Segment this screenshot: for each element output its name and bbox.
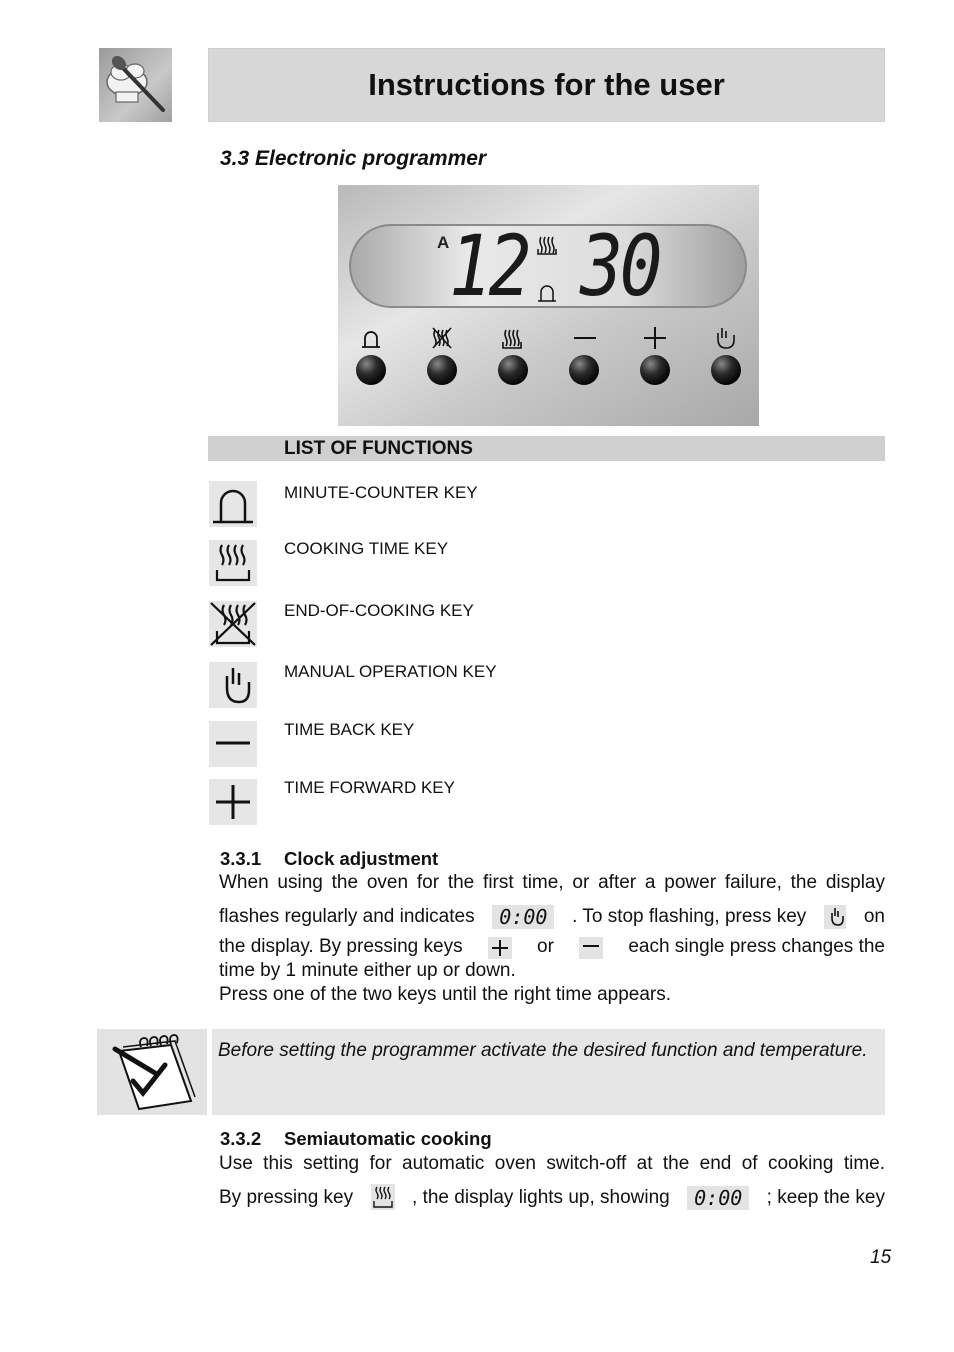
clock-text: . To stop flashing, press key [572, 906, 807, 927]
function-label: TIME FORWARD KEY [284, 778, 455, 797]
time-back-button[interactable] [569, 355, 599, 385]
clock-text: on [863, 906, 885, 927]
display-zero-badge: 0:00 [492, 905, 554, 929]
plus-icon [209, 779, 257, 825]
display-zero-badge: 0:00 [687, 1186, 749, 1210]
minute-counter-button[interactable] [356, 355, 386, 385]
auto-indicator: A [437, 233, 450, 252]
semi-text: ; keep the key [766, 1187, 885, 1208]
semi-title: Semiautomatic cooking [284, 1128, 492, 1149]
end-of-cooking-button[interactable] [427, 355, 457, 385]
clock-title: Clock adjustment [284, 848, 439, 869]
clock-line-5: Press one of the two keys until the right time appears. [219, 984, 672, 1005]
minus-icon [209, 721, 257, 767]
cooking-time-icon [209, 540, 257, 586]
cooking-time-button[interactable] [498, 355, 528, 385]
manual-operation-button[interactable] [711, 355, 741, 385]
function-label: COOKING TIME KEY [284, 539, 449, 558]
plus-icon [488, 937, 512, 959]
clock-text: flashes regularly and indicates [219, 906, 475, 927]
time-forward-button[interactable] [640, 355, 670, 385]
semi-text: , the display lights up, showing [412, 1187, 670, 1208]
clock-number: 3.3.1 [220, 848, 262, 869]
function-label: END-OF-COOKING KEY [284, 601, 474, 620]
note-text: Before setting the programmer activate the desired function and temperature. [218, 1040, 868, 1061]
clock-line-1: When using the oven for the first time, or after a power failure, the display [219, 872, 885, 893]
clock-text: each single press changes the [628, 936, 885, 957]
chef-logo [99, 48, 172, 122]
note-box [212, 1029, 885, 1115]
page-number: 15 [870, 1247, 892, 1268]
notepad-check-icon [97, 1029, 207, 1115]
functions-title: LIST OF FUNCTIONS [284, 438, 473, 459]
function-label: MINUTE-COUNTER KEY [284, 483, 478, 502]
semi-line-1: Use this setting for automatic oven switch-off at the end of cooking time. [219, 1153, 885, 1174]
functions-header [208, 436, 885, 461]
display-minutes: 30 [580, 217, 660, 315]
chef-spoon-icon [99, 48, 172, 122]
clock-text: the display. By pressing keys [219, 936, 463, 957]
programmer-panel [338, 185, 759, 426]
cooking-time-icon [371, 1184, 395, 1210]
clock-paragraph [219, 871, 885, 1007]
clock-line-4: time by 1 minute either up or down. [219, 960, 516, 981]
clock-text: or [537, 936, 554, 957]
minus-icon [579, 937, 603, 959]
semi-line-2 [219, 1176, 885, 1210]
section-title: 3.3 Electronic programmer [220, 147, 487, 170]
semi-paragraph [219, 1152, 885, 1210]
header-bar [208, 48, 885, 122]
note-icon-box [97, 1029, 207, 1115]
clock-line-2 [219, 895, 885, 929]
semi-text: By pressing key [219, 1187, 354, 1208]
end-of-cooking-icon [209, 601, 257, 647]
bell-icon [209, 481, 257, 527]
manual-hand-icon [209, 662, 257, 708]
manual-hand-icon [824, 905, 846, 929]
semi-number: 3.3.2 [220, 1128, 262, 1149]
function-label: TIME BACK KEY [284, 720, 415, 739]
page-title: Instructions for the user [368, 67, 725, 102]
display-hours: 12 [449, 217, 529, 315]
clock-line-3 [219, 929, 885, 959]
function-label: MANUAL OPERATION KEY [284, 662, 497, 681]
semi-heading [220, 1128, 492, 1150]
clock-heading [220, 848, 438, 870]
